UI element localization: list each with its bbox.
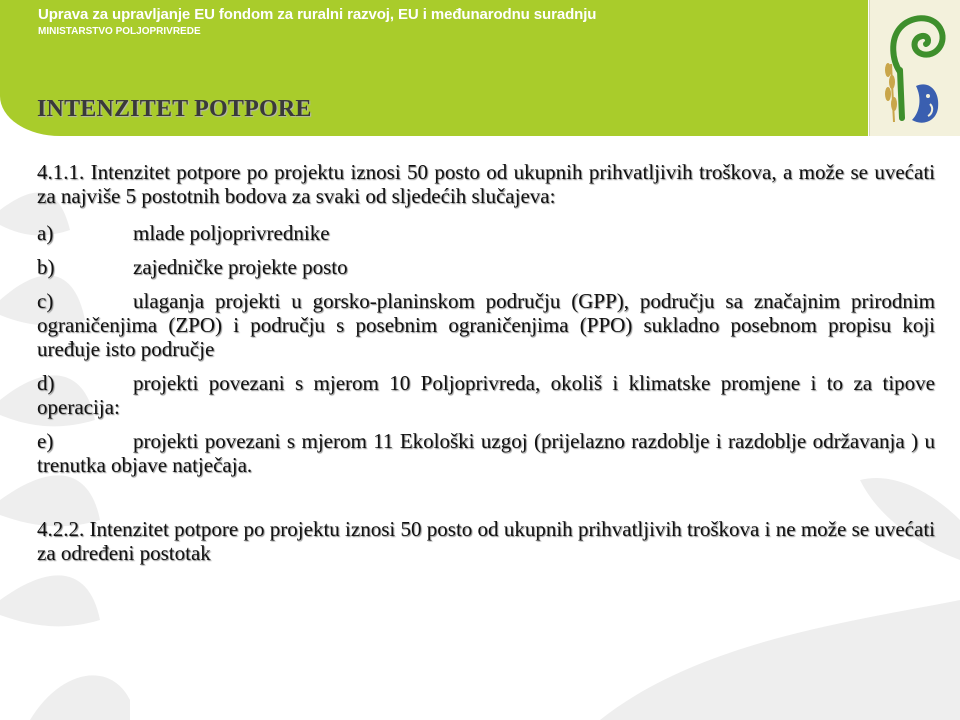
slide-content (37, 160, 935, 565)
list-item (37, 221, 935, 245)
list-item-text: mlade poljoprivrednike (133, 221, 330, 245)
list-item (37, 289, 935, 361)
ministry-logo-icon (870, 0, 960, 136)
list-item-letter: e) (37, 429, 54, 453)
second-paragraph: 4.2.2. Intenzitet potpore po projektu iznosi 50 posto od ukupnih prihvatljivih troškova i ne može se uvećati za određeni postotak (37, 517, 935, 565)
list-item-letter: b) (37, 255, 55, 279)
list-item-text: zajedničke projekte posto (133, 255, 348, 279)
slide-title: INTENZITET POTPORE (37, 96, 312, 122)
agency-name: Uprava za upravljanje EU fondom za ruralni razvoj, EU i međunarodnu suradnju (38, 6, 597, 23)
list-item-text: projekti povezani s mjerom 10 Poljoprivreda, okoliš i klimatske promjene i to za tipove operacija: (37, 371, 935, 419)
list-item-letter: c) (37, 289, 54, 313)
list-item-letter: a) (37, 221, 54, 245)
list-item (37, 371, 935, 419)
ministry-name: MINISTARSTVO POLJOPRIVREDE (38, 26, 201, 37)
list-item-text: ulaganja projekti u gorsko-planinskom području (GPP), području sa značajnim prirodnim ograničenjima (ZPO) i području s posebnim ograničenjima (PPO) sukladno posebnom propisu koji uređuje isto područje (37, 289, 935, 361)
list-item (37, 429, 935, 477)
list-item-text: projekti povezani s mjerom 11 Ekološki uzgoj (prijelazno razdoblje i razdoblje održavanja ) u trenutka objave natječaja. (37, 429, 935, 477)
list-item-letter: d) (37, 371, 55, 395)
logo-panel (869, 0, 960, 136)
intro-paragraph: 4.1.1. Intenzitet potpore po projektu iznosi 50 posto od ukupnih prihvatljivih troškova, a može se uvećati za najviše 5 postotnih bodova za svaki od sljedećih slučajeva: (37, 160, 935, 208)
list-item (37, 255, 935, 279)
